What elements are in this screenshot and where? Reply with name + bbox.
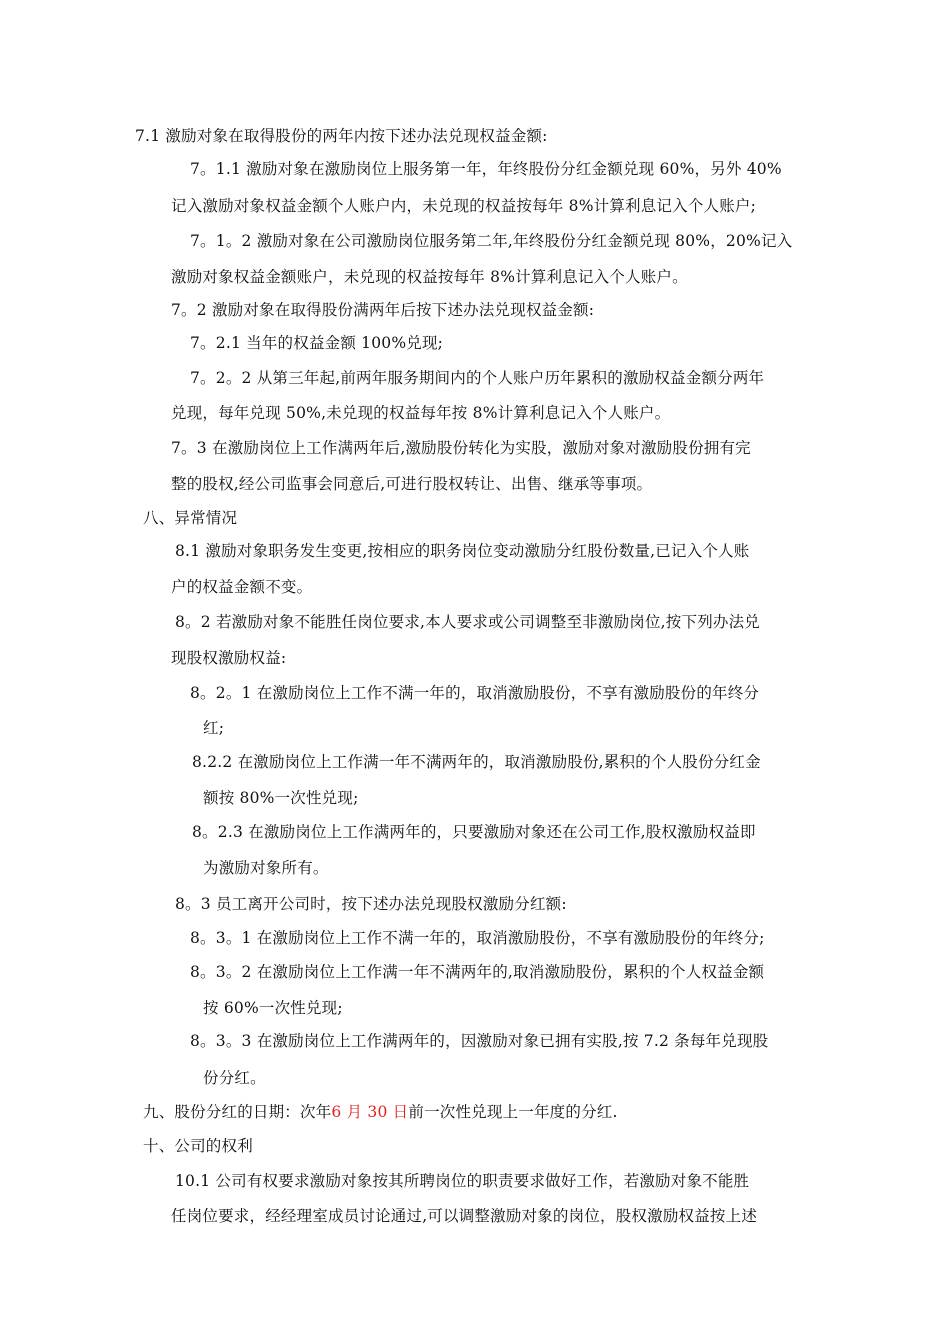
clause-8-1: 8.1 激励对象职务发生变更,按相应的职务岗位变动激励分红股份数量,已记入个人账 xyxy=(175,542,750,560)
dividend-date-highlight: 6 月 30 日 xyxy=(331,1103,409,1121)
clause-7-1-2: 7。1。2 激励对象在公司激励岗位服务第二年,年终股份分红金额兑现 80%，20%记入 xyxy=(190,232,793,250)
clause-8-2-2: 8.2.2 在激励岗位上工作满一年不满两年的，取消激励股份,累积的个人股份分红金 xyxy=(192,753,761,771)
clause-7-3-cont: 整的股权,经公司监事会同意后,可进行股权转让、出售、继承等事项。 xyxy=(171,475,653,493)
section-9-text-end: 前一次性兑现上一年度的分红. xyxy=(408,1103,618,1121)
section-9-text-start: 九、股份分红的日期：次年 xyxy=(143,1103,332,1121)
clause-7-1: 7.1 激励对象在取得股份的两年内按下述办法兑现权益金额: xyxy=(135,127,548,145)
section-8-heading: 八、异常情况 xyxy=(143,509,238,527)
section-10-heading: 十、公司的权利 xyxy=(143,1137,253,1155)
clause-8-3-1: 8。3。1 在激励岗位上工作不满一年的，取消激励股份，不享有激励股份的年终分; xyxy=(190,929,765,947)
clause-8-2: 8。2 若激励对象不能胜任岗位要求,本人要求或公司调整至非激励岗位,按下列办法兑 xyxy=(175,613,761,631)
section-9-line xyxy=(143,1102,618,1122)
clause-8-2-cont: 现股权激励权益: xyxy=(171,649,287,667)
clause-8-3-3-cont: 份分红。 xyxy=(203,1069,266,1087)
clause-7-2-2-cont: 兑现，每年兑现 50%,未兑现的权益每年按 8%计算利息记入个人账户。 xyxy=(171,404,671,422)
clause-8-1-cont: 户的权益金额不变。 xyxy=(171,578,313,596)
clause-8-2-1-cont: 红; xyxy=(203,719,225,737)
clause-10-1-cont: 任岗位要求，经经理室成员讨论通过,可以调整激励对象的岗位，股权激励权益按上述 xyxy=(171,1207,758,1225)
clause-10-1: 10.1 公司有权要求激励对象按其所聘岗位的职责要求做好工作，若激励对象不能胜 xyxy=(175,1172,750,1190)
clause-7-2-2: 7。2。2 从第三年起,前两年服务期间内的个人账户历年累积的激励权益金额分两年 xyxy=(190,369,765,387)
clause-7-1-1: 7。1.1 激励对象在激励岗位上服务第一年，年终股份分红金额兑现 60%，另外 40% xyxy=(190,160,782,178)
clause-7-2-1: 7。2.1 当年的权益金额 100%兑现; xyxy=(190,334,444,352)
clause-7-3: 7。3 在激励岗位上工作满两年后,激励股份转化为实股，激励对象对激励股份拥有完 xyxy=(171,439,751,457)
clause-8-3-2: 8。3。2 在激励岗位上工作满一年不满两年的,取消激励股份，累积的个人权益金额 xyxy=(190,963,765,981)
clause-8-2-3-cont: 为激励对象所有。 xyxy=(203,859,329,877)
clause-7-1-2-cont: 激励对象权益金额账户，未兑现的权益按每年 8%计算利息记入个人账户。 xyxy=(171,268,688,286)
clause-8-3-3: 8。3。3 在激励岗位上工作满两年的，因激励对象已拥有实股,按 7.2 条每年兑现股 xyxy=(190,1032,769,1050)
clause-8-2-3: 8。2.3 在激励岗位上工作满两年的，只要激励对象还在公司工作,股权激励权益即 xyxy=(192,823,756,841)
clause-7-1-1-cont: 记入激励对象权益金额个人账户内，未兑现的权益按每年 8%计算利息记入个人账户; xyxy=(171,197,757,215)
clause-8-2-2-cont: 额按 80%一次性兑现; xyxy=(203,789,359,807)
clause-8-2-1: 8。2。1 在激励岗位上工作不满一年的，取消激励股份，不享有激励股份的年终分 xyxy=(190,684,760,702)
clause-8-3: 8。3 员工离开公司时，按下述办法兑现股权激励分红额: xyxy=(175,895,567,913)
clause-8-3-2-cont: 按 60%一次性兑现; xyxy=(203,999,343,1017)
clause-7-2: 7。2 激励对象在取得股份满两年后按下述办法兑现权益金额: xyxy=(171,301,595,319)
